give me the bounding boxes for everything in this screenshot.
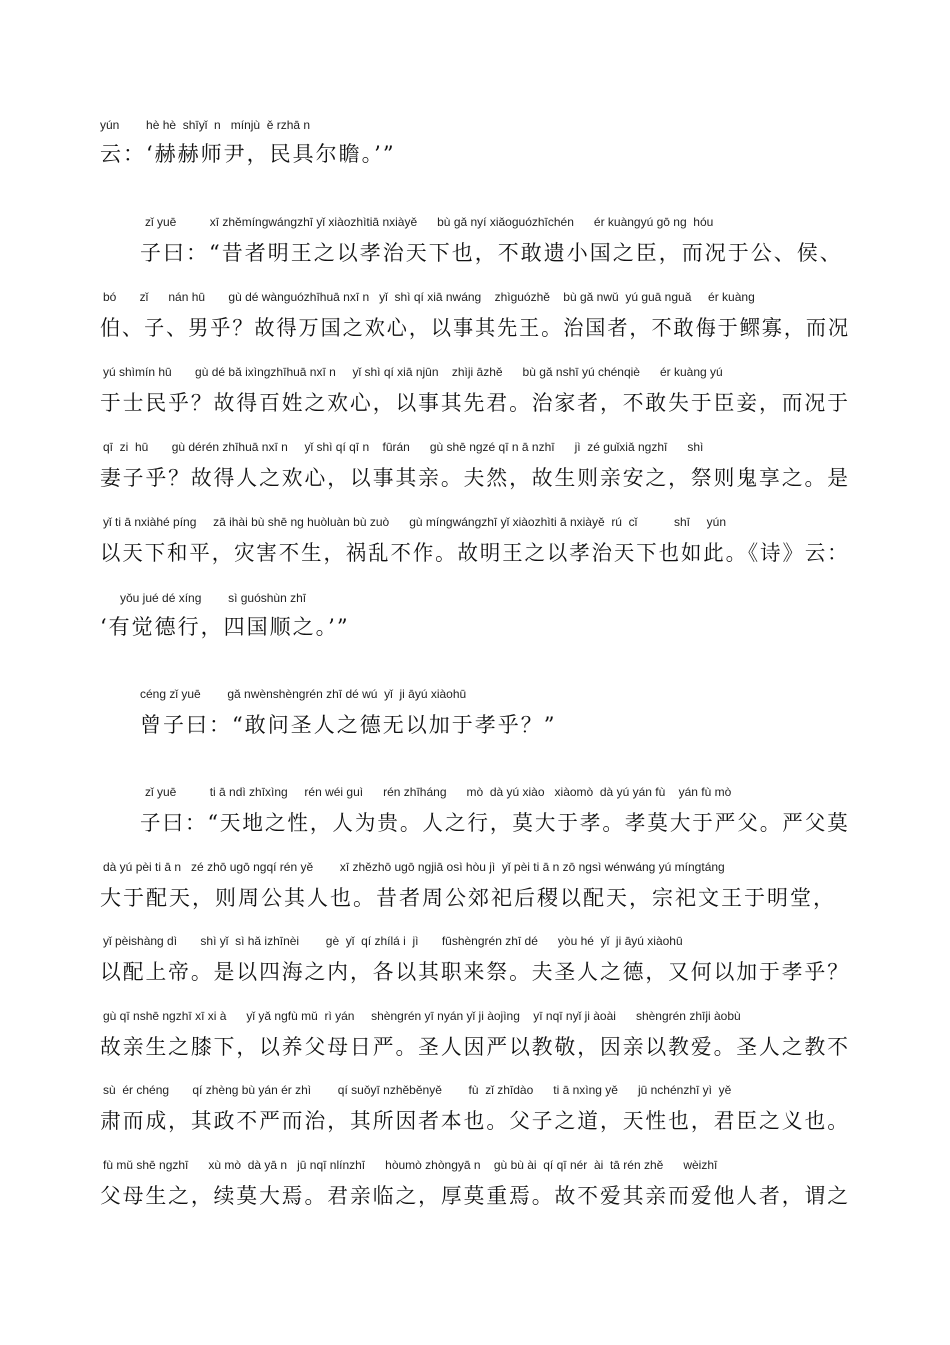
text-line: 云：‘赫赫师尹，民具尔瞻。’” bbox=[100, 142, 396, 166]
pinyin-line: yún hè hè shīyǐ n mínjù ě rzhā n bbox=[100, 118, 311, 132]
text-line: 伯、子、男乎？故得万国之欢心，以事其先王。治国者，不敢侮于鳏寡，而况 bbox=[100, 316, 851, 340]
pinyin-line: zǐ yuē xī zhěmíngwángzhī yǐ xiàozhìtiā nxiàyě bù gǎ nyí xiǎoguózhīchén ér kuàngyú gō ng hóu bbox=[145, 215, 714, 229]
pinyin-line: yǐ ti ā nxiàhé píng zā ihài bù shē ng huòluàn bù zuò gù míngwángzhī yǐ xiàozhìti ā nxiàyě rú cǐ shī yún bbox=[103, 515, 727, 529]
text-line: 肃而成，其政不严而治，其所因者本也。父子之道，天性也，君臣之义也。 bbox=[100, 1109, 850, 1133]
pinyin-line: fù mǔ shē ngzhī xù mò dà yā n jū nqī nlínzhī hòumò zhòngyā n gù bù ài qí qī nér ài tā rén zhě wèizhī bbox=[103, 1158, 718, 1172]
pinyin-line: zǐ yuē ti ā ndì zhīxìng rén wéi guì rén zhīháng mò dà yú xiào xiàomò dà yú yán fù yán fù mò bbox=[145, 785, 732, 799]
pinyin-line: gù qī nshē ngzhī xī xi à yǐ yǎ ngfù mǔ rì yán shèngrén yī nyán yǐ ji àojìng yī nqī nyǐ ji àoài shèngrén zhīji àobù bbox=[103, 1009, 741, 1023]
text-line: 以配上帝。是以四海之内，各以其职来祭。夫圣人之德，又何以加于孝乎？ bbox=[100, 960, 850, 984]
pinyin-line: bó zǐ nán hū gù dé wànguózhīhuā nxī n yǐ shì qí xiā nwáng zhìguózhě bù gǎ nwǔ yú guā nguǎ ér kuàng bbox=[103, 290, 755, 304]
text-line: 子曰：“昔者明王之以孝治天下也，不敢遗小国之臣，而况于公、侯、 bbox=[140, 241, 843, 265]
text-line: 父母生之，续莫大焉。君亲临之，厚莫重焉。故不爱其亲而爱他人者，谓之 bbox=[100, 1184, 850, 1208]
pinyin-line: céng zǐ yuē gǎ nwènshèngrén zhī dé wú yǐ ji āyú xiàohū bbox=[140, 687, 467, 701]
pinyin-line: sù ér chéng qí zhèng bù yán ér zhì qí suǒyī nzhěběnyě fù zǐ zhīdào ti ā nxìng yě jū nchénzhī yì yě bbox=[103, 1083, 732, 1097]
text-line: 曾子曰：“敢问圣人之德无以加于孝乎？” bbox=[140, 713, 557, 737]
text-line: 于士民乎？故得百姓之欢心，以事其先君。治家者，不敢失于臣妾，而况于 bbox=[100, 391, 850, 415]
pinyin-line: yǐ pèishàng dì shì yǐ sì hǎ izhīnèi gè yǐ qí zhílá i jì fūshèngrén zhī dé yòu hé yǐ ji āyú xiàohū bbox=[103, 934, 683, 948]
text-line: 子曰：“天地之性，人为贵。人之行，莫大于孝。孝莫大于严父。严父莫 bbox=[140, 811, 850, 835]
text-line: 故亲生之膝下，以养父母日严。圣人因严以教敬，因亲以教爱。圣人之教不 bbox=[100, 1035, 850, 1059]
text-line: 妻子乎？故得人之欢心，以事其亲。夫然，故生则亲安之，祭则鬼享之。是 bbox=[100, 466, 850, 490]
text-line: 大于配天，则周公其人也。昔者周公郊祀后稷以配天，宗祀文王于明堂， bbox=[100, 886, 836, 910]
pinyin-line: yǒu jué dé xíng sì guóshùn zhī bbox=[120, 591, 307, 605]
pinyin-line: dà yú pèi ti ā n zé zhō ugō ngqí rén yě xī zhězhō ugō ngjiā osì hòu jì yǐ pèi ti ā n zō ngsì wénwáng yú míngtáng bbox=[103, 860, 725, 874]
text-line: 以天下和平，灾害不生，祸乱不作。故明王之以孝治天下也如此。《诗》云： bbox=[100, 541, 850, 565]
pinyin-line: yú shìmín hū gù dé bǎ ixìngzhīhuā nxī n yǐ shì qí xiā njūn zhìji āzhě bù gǎ nshī yú chénqiè ér kuàng yú bbox=[103, 365, 723, 379]
pinyin-line: qī zi hū gù dérén zhīhuā nxī n yǐ shì qí qī n fūrán gù shē ngzé qī n ā nzhī jì zé guǐxiǎ ngzhī shì bbox=[103, 440, 704, 454]
text-line: ‘有觉德行，四国顺之。’” bbox=[100, 615, 350, 639]
